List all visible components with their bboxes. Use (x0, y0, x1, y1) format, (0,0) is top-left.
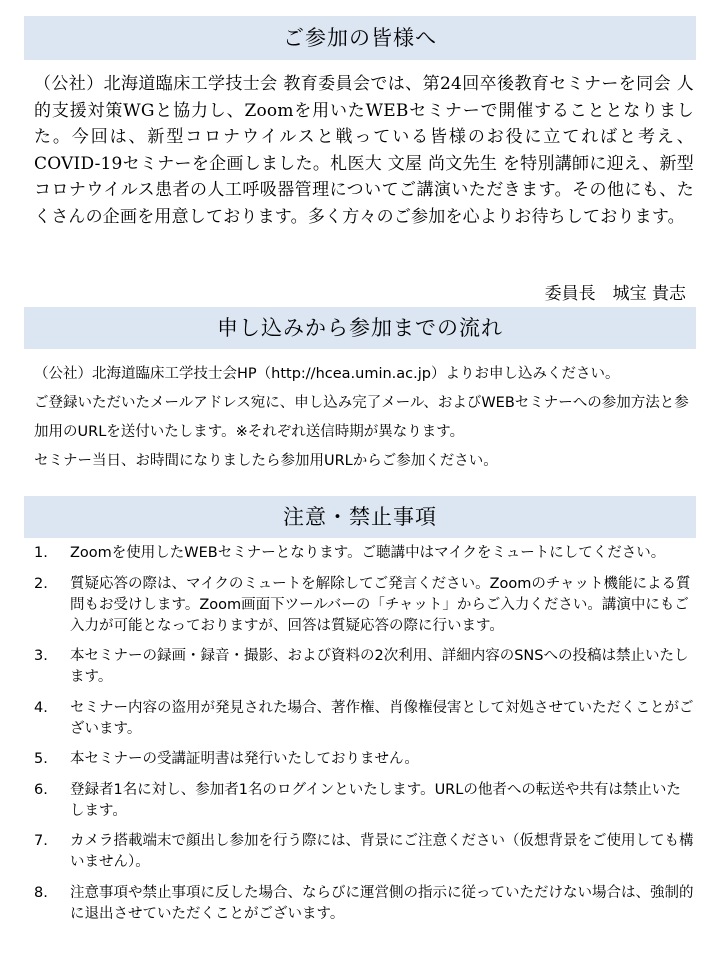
application-flow-text (34, 360, 694, 476)
rule-text: 質疑応答の際は、マイクのミュートを解除してご発言ください。Zoomのチャット機能による質問もお受けします。Zoom画面下ツールバーの「チャット」からご入力ください。講演中にもご入力が可能となっておりますが、回答は質疑応答の際に行います。 (70, 575, 691, 634)
rule-item (34, 574, 694, 637)
rule-number: 7. (34, 833, 48, 849)
notes-prohibitions-heading: 注意・禁止事項 (24, 496, 696, 538)
application-flow-heading: 申し込みから参加までの流れ (24, 307, 696, 349)
rules-list (34, 543, 694, 934)
rule-item (34, 749, 694, 770)
rule-number: 8. (34, 884, 48, 901)
rule-number: 5. (34, 751, 48, 767)
rule-text: 本セミナーの録画・録音・撮影、および資料の2次利用、詳細内容のSNSへの投稿は禁止いたします。 (70, 648, 689, 685)
rule-text: セミナー内容の盗用が発見された場合、著作権、肖像権侵害として対処させていただくことがございます。 (70, 699, 694, 737)
rule-item (34, 780, 694, 822)
rule-text: 本セミナーの受講証明書は発行いたしておりません。 (70, 751, 419, 767)
rule-text: Zoomを使用したWEBセミナーとなります。ご聴講中はマイクをミュートにしてください。 (70, 545, 666, 561)
rule-item (34, 646, 694, 688)
rule-number: 4. (34, 699, 48, 716)
rule-number: 1. (34, 545, 48, 561)
rule-item (34, 698, 694, 740)
rule-number: 3. (34, 648, 48, 664)
flow-line-3: セミナー当日、お時間になりましたら参加用URLからご参加ください。 (34, 453, 498, 469)
flow-line-2: ご登録いただいたメールアドレス宛に、申し込み完了メール、およびWEBセミナーへの参加方法と参加用のURLを送付いたします。※それぞれ送信時期が異なります。 (34, 395, 689, 440)
rule-number: 6. (34, 781, 48, 798)
rule-number: 2. (34, 575, 48, 592)
committee-chair-signature: 委員長 城宝 貴志 (544, 284, 686, 304)
rule-item (34, 831, 694, 873)
rule-item (34, 543, 694, 564)
rule-item (34, 883, 694, 925)
rule-text: 登録者1名に対し、参加者1名のログインといたします。URLの他者への転送や共有は禁止いたします。 (70, 781, 681, 819)
rule-text: カメラ搭載端末で顔出し参加を行う際には、背景にご注意ください（仮想背景をご使用しても構いません）。 (70, 833, 694, 870)
rule-text: 注意事項や禁止事項に反した場合、ならびに運営側の指示に従っていただけない場合は、強制的に退出させていただくことがございます。 (70, 884, 694, 922)
welcome-heading: ご参加の皆様へ (24, 16, 696, 60)
flow-line-1: （公社）北海道臨床工学技士会HP（http://hcea.umin.ac.jp）よりお申し込みください。 (34, 366, 620, 382)
intro-paragraph: （公社）北海道臨床工学技士会 教育委員会では、第24回卒後教育セミナーを同会 人的支援対策WGと協力し、Zoomを用いたWEBセミナーで開催することとなりました。今回は、新型コロナウイルスと戦っている皆様のお役に立てればと考え、COVID-19セミナーを企画しました。札医大 文屋 尚文先生 を特別講師に迎え、新型コロナウイルス患者の人工呼吸器管理についてご講演いただきます。その他にも、たくさんの企画を用意しております。多く方々のご参加を心よりお待ちしております。 (34, 74, 694, 227)
